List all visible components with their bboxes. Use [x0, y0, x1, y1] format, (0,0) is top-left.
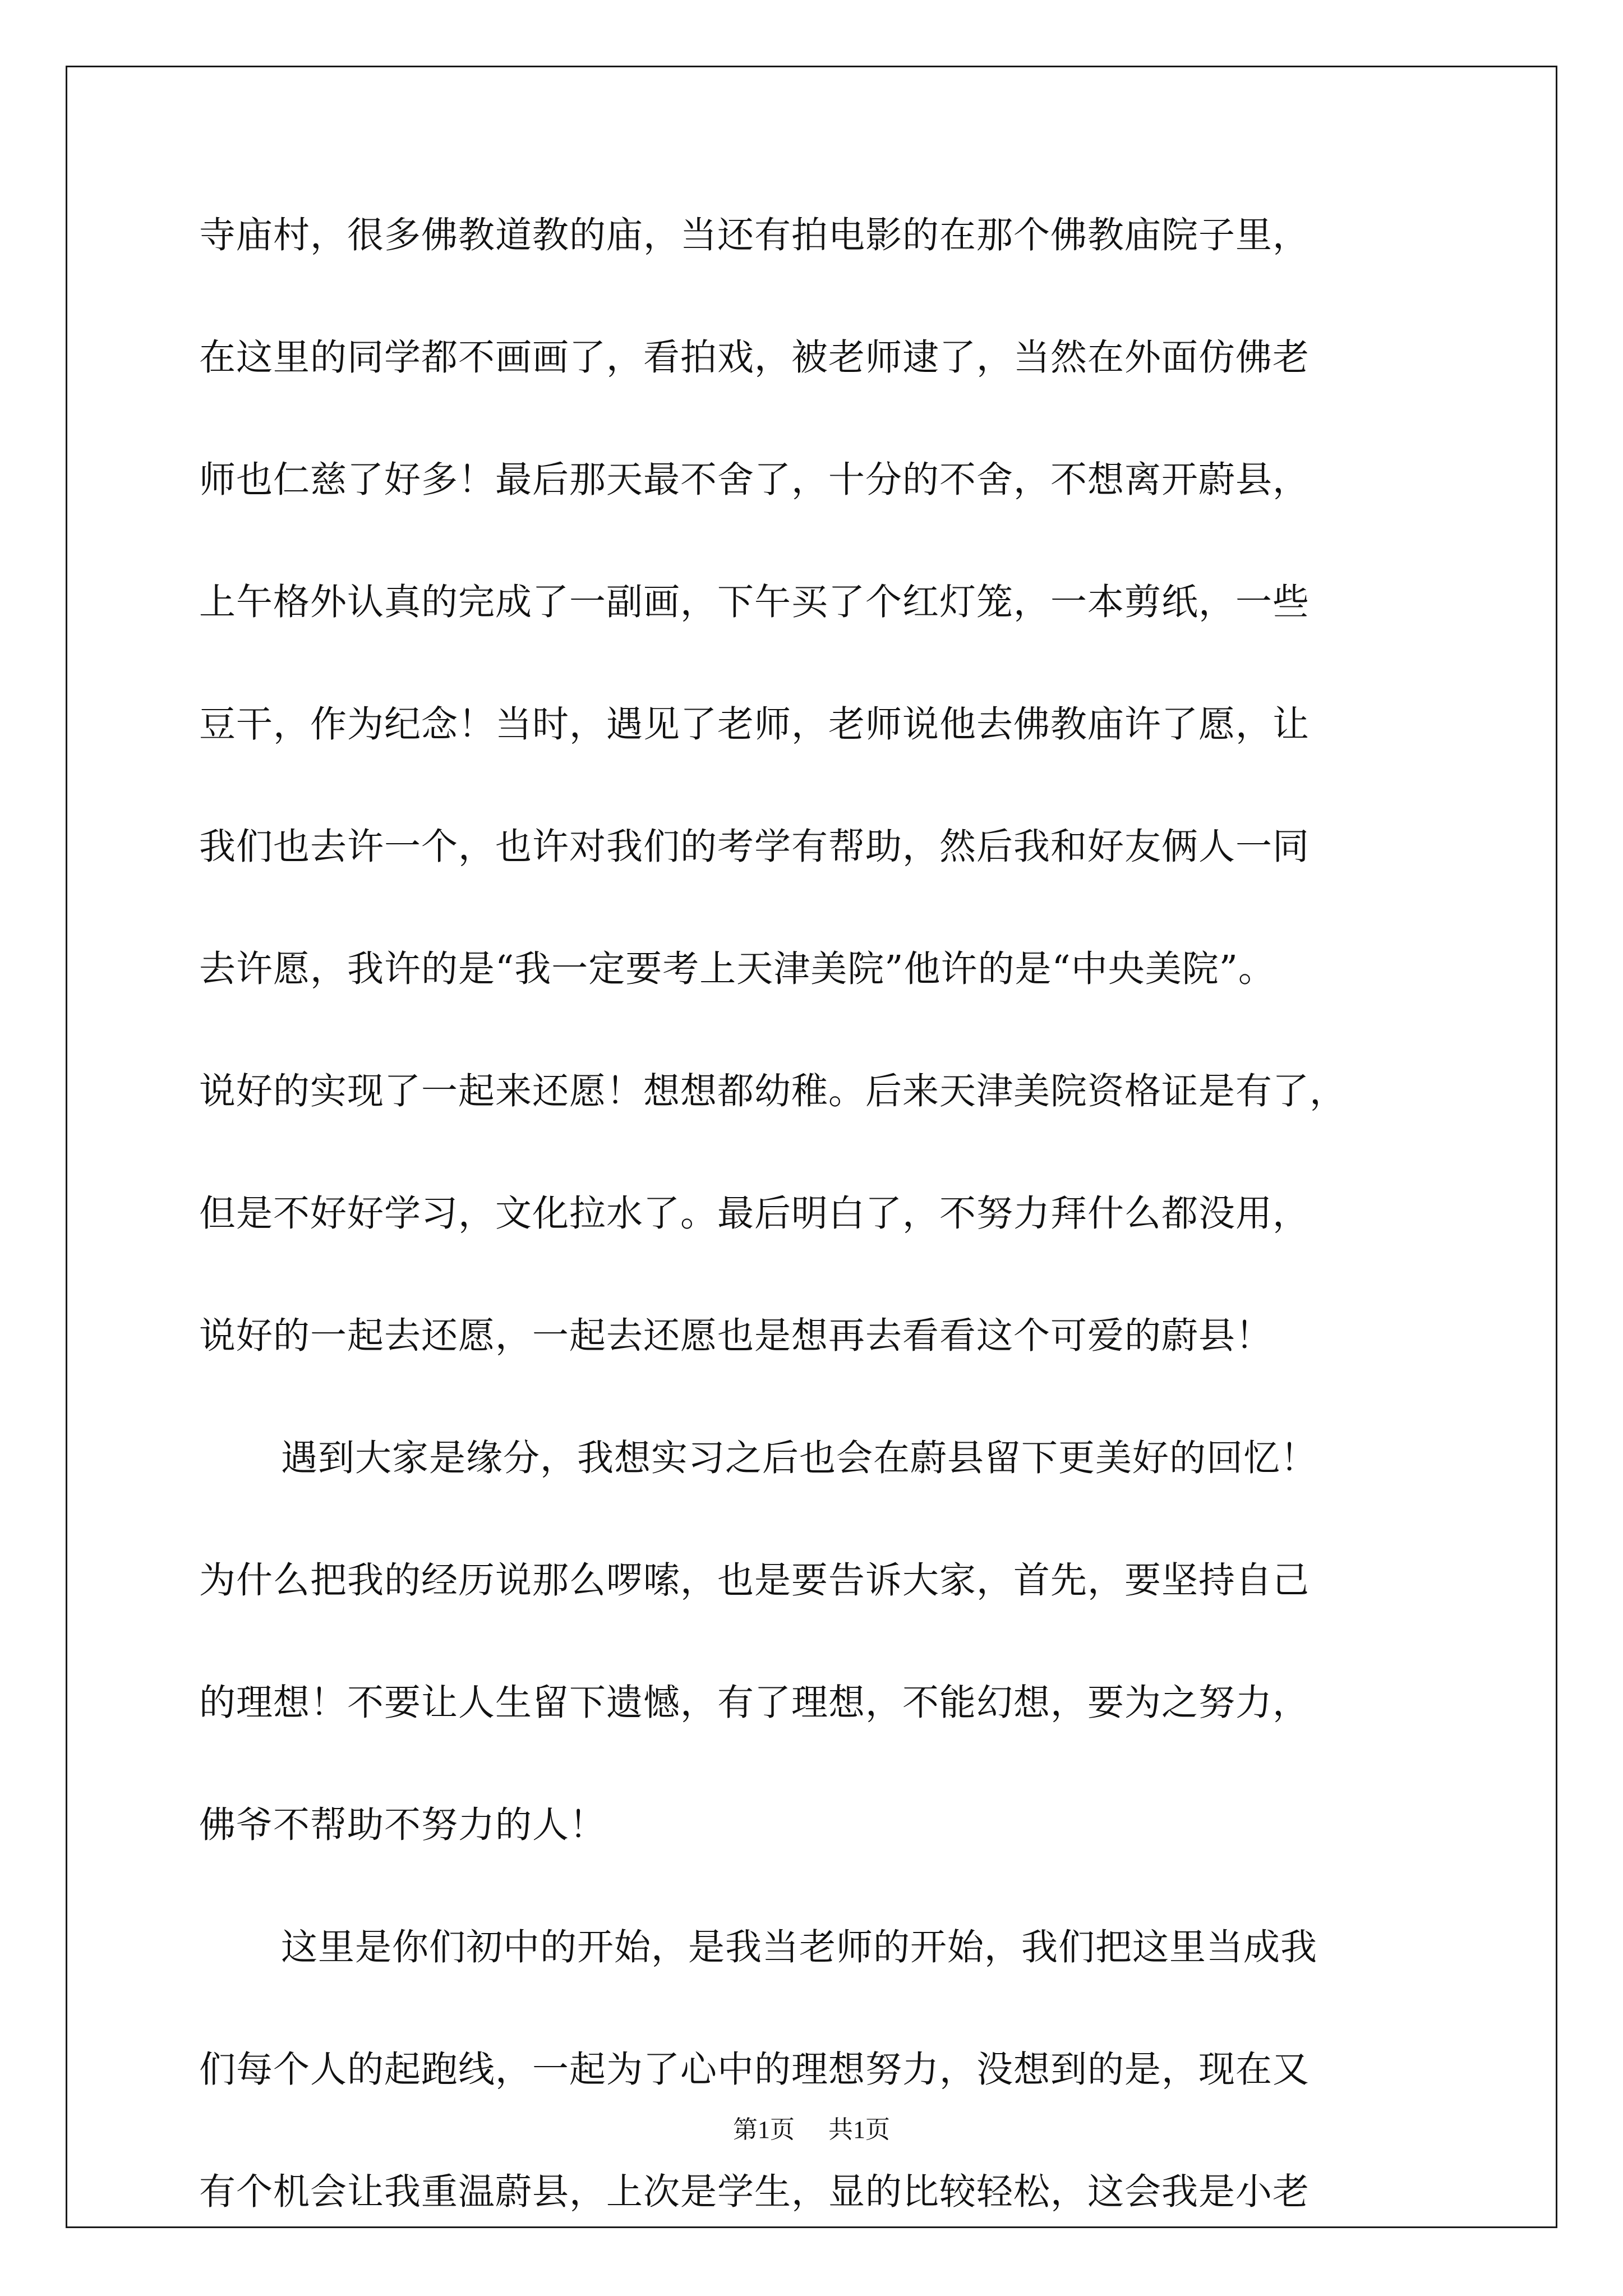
text-line: 寺庙村，很多佛教道教的庙，当还有拍电影的在那个佛教庙院子里， [199, 214, 1310, 256]
page-count: 共1页 [828, 2116, 890, 2143]
text-line: 的理想！不要让人生留下遗憾，有了理想，不能幻想，要为之努力， [199, 1682, 1310, 1724]
text-line: 但是不好好学习，文化拉水了。最后明白了，不努力拜什么都没用， [199, 1193, 1310, 1235]
paragraph-start-line: 遇到大家是缘分，我想实习之后也会在蔚县留下更美好的回忆！ [281, 1437, 1318, 1479]
text-line: 去许愿，我许的是“我一定要考上天津美院”他许的是“中央美院”。 [199, 948, 1275, 990]
paragraph-start-line: 这里是你们初中的开始，是我当老师的开始，我们把这里当成我 [281, 1926, 1318, 1968]
text-line: 我们也去许一个，也许对我们的考学有帮助，然后我和好友俩人一同 [199, 826, 1310, 868]
text-line: 有个机会让我重温蔚县，上次是学生，显的比较轻松，这会我是小老 [199, 2171, 1310, 2213]
text-line: 上午格外认真的完成了一副画，下午买了个红灯笼，一本剪纸，一些 [199, 581, 1310, 623]
text-line: 佛爷不帮助不努力的人！ [199, 1804, 607, 1846]
page-number: 第1页 [733, 2116, 795, 2143]
text-line: 们每个人的起跑线，一起为了心中的理想努力，没想到的是，现在又 [199, 2049, 1310, 2091]
text-line: 说好的实现了一起来还愿！想想都幼稚。后来天津美院资格证是有了， [199, 1070, 1347, 1112]
page-footer [0, 2109, 1623, 2145]
text-line: 豆干，作为纪念！当时，遇见了老师，老师说他去佛教庙许了愿，让 [199, 703, 1310, 746]
text-line: 在这里的同学都不画画了，看拍戏，被老师逮了，当然在外面仿佛老 [199, 337, 1310, 379]
text-line: 为什么把我的经历说那么啰嗦，也是要告诉大家，首先，要坚持自己 [199, 1559, 1310, 1602]
document-body [199, 208, 1433, 2286]
text-line: 师也仁慈了好多！最后那天最不舍了，十分的不舍，不想离开蔚县， [199, 459, 1310, 501]
text-line: 说好的一起去还愿，一起去还愿也是想再去看看这个可爱的蔚县！ [199, 1315, 1273, 1357]
